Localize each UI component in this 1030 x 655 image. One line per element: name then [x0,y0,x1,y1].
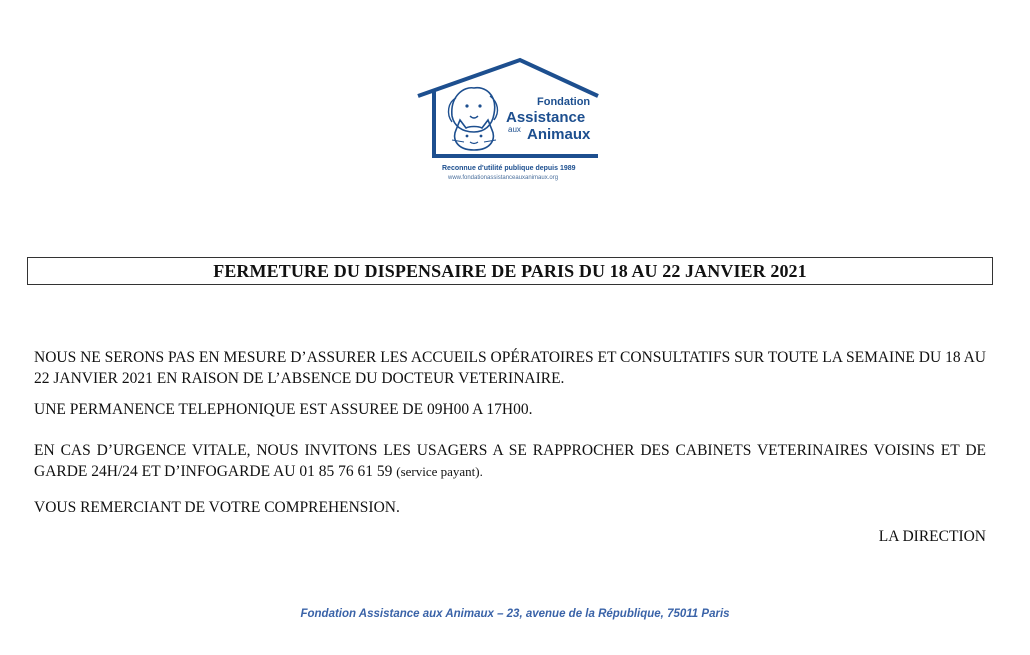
paragraph-closure: NOUS NE SERONS PAS EN MESURE D’ASSURER LES ACCUEILS OPÉRATOIRES ET CONSULTATIFS SUR TOUTE LA SEMAINE DU 18 AU 22 JANVIER 2021 EN RAISON DE L’ABSENCE DU DOCTEUR VETERINAIRE. [34,349,986,387]
foundation-logo [412,56,612,186]
paragraph-thanks: VOUS REMERCIANT DE VOTRE COMPREHENSION. [34,499,400,516]
paragraph-phone-hours: UNE PERMANENCE TELEPHONIQUE EST ASSUREE DE 09H00 A 17H00. [34,401,533,418]
footer-address: Fondation Assistance aux Animaux – 23, avenue de la République, 75011 Paris [300,608,730,620]
logo-line-assistance: Assistance [506,109,586,126]
signature: LA DIRECTION [878,528,986,545]
logo-website: www.fondationassistanceauxanimaux.org [448,175,559,181]
emergency-text: EN CAS D’URGENCE VITALE, NOUS INVITONS LES USAGERS A SE RAPPROCHER DES CABINETS VETERINAIRES VOISINS ET DE GARDE 24H/24 ET D’INFOGARDE AU 01 85 76 61 59 [34,442,986,480]
logo-line-animaux: Animaux [527,126,591,143]
paragraph-emergency [34,440,986,482]
logo-tagline: Reconnue d'utilité publique depuis 1989 [442,165,576,172]
emergency-note: (service payant). [396,464,483,479]
document-title: FERMETURE DU DISPENSAIRE DE PARIS DU 18 AU 22 JANVIER 2021 [27,257,993,285]
logo-line-fondation: Fondation [537,96,591,108]
logo-line-aux: aux [508,125,521,134]
